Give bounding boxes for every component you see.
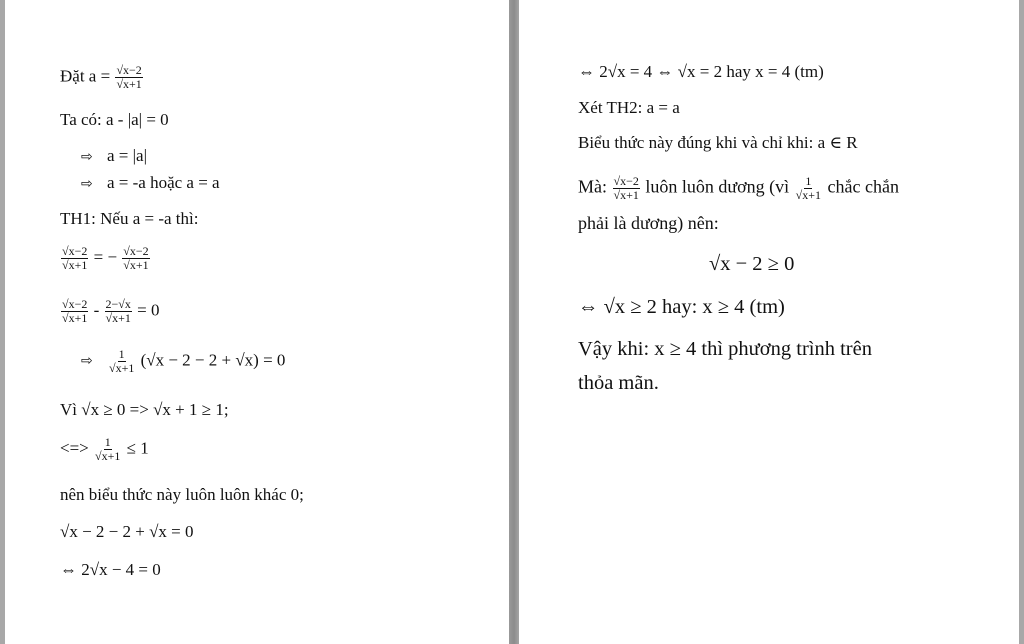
text-prefix: <=> xyxy=(60,438,94,458)
line-ma xyxy=(578,175,899,202)
fraction-denominator: √x+1 xyxy=(62,311,88,325)
line-bieu-thuc: Biểu thức này đúng khi và chỉ khi: a ∈ R xyxy=(578,133,858,152)
fraction xyxy=(122,245,149,272)
fraction-numerator: 1 xyxy=(104,435,111,449)
text: luôn luôn dương (vì xyxy=(645,176,794,197)
line-vi: Vì √x ≥ 0 => √x + 1 ≥ 1; xyxy=(60,400,229,419)
fraction-denominator: √x+1 xyxy=(62,258,88,272)
fraction-numerator: √x−2 xyxy=(116,63,142,77)
fraction-denominator: √x+1 xyxy=(95,449,121,463)
operator: - xyxy=(93,300,104,320)
line-thoa-man: thỏa mãn. xyxy=(578,372,659,394)
line-vay-khi: Vậy khi: x ≥ 4 thì phương trình trên xyxy=(578,338,872,360)
fraction xyxy=(795,175,822,202)
line-equation-4: √x − 2 − 2 + √x = 0 xyxy=(60,522,194,541)
fraction-numerator: √x−2 xyxy=(62,244,88,258)
line-dat-a xyxy=(60,64,144,91)
line-nen: nên biểu thức này luôn luôn khác 0; xyxy=(60,485,304,504)
line-implies-1 xyxy=(81,146,147,167)
line-th1: TH1: Nếu a = -a thì: xyxy=(60,209,199,228)
line-equation-3 xyxy=(81,348,285,375)
line-phai-la-duong: phải là dương) nên: xyxy=(578,213,719,233)
implies-arrow-icon: ⇨ xyxy=(81,353,93,370)
text: chắc chắn xyxy=(827,176,899,197)
line-xet-th2: Xét TH2: a = a xyxy=(578,98,680,117)
fraction xyxy=(108,348,135,375)
line-iff xyxy=(60,436,149,463)
fraction xyxy=(115,64,142,91)
fraction-denominator: √x+1 xyxy=(105,311,131,325)
document-page-left xyxy=(5,0,509,644)
fraction xyxy=(613,175,640,202)
line-equation-1 xyxy=(60,245,151,272)
text: a = -a hoặc a = a xyxy=(106,173,220,192)
fraction-denominator: √x+1 xyxy=(108,361,135,375)
implies-arrow-icon: ⇨ xyxy=(81,149,93,165)
line-equation-5: ⇔ 2√x − 4 = 0 xyxy=(60,560,161,579)
line-inequality: √x − 2 ≥ 0 xyxy=(709,253,795,275)
line-r7: ⇔ √x ≥ 2 hay: x ≥ 4 (tm) xyxy=(578,296,785,318)
implies-arrow-icon: ⇨ xyxy=(81,176,93,192)
fraction-numerator: 1 xyxy=(118,347,125,361)
text: = 0 xyxy=(137,300,160,320)
text-prefix: Mà: xyxy=(578,176,612,197)
line-implies-2 xyxy=(81,173,220,194)
page-gutter xyxy=(509,0,519,644)
line-equation-2 xyxy=(60,298,159,325)
fraction xyxy=(61,245,88,272)
text: ≤ 1 xyxy=(126,438,149,458)
text: (√x − 2 − 2 + √x) = 0 xyxy=(140,350,286,370)
fraction-numerator: √x−2 xyxy=(123,244,149,258)
fraction-denominator: √x+1 xyxy=(795,188,821,202)
fraction-numerator: √x−2 xyxy=(62,297,88,311)
fraction-denominator: √x+1 xyxy=(123,258,149,272)
fraction xyxy=(61,298,88,325)
text-prefix: Đặt a = xyxy=(60,66,115,86)
fraction-denominator: √x+1 xyxy=(613,188,639,202)
fraction-numerator: 1 xyxy=(805,174,812,188)
fraction-numerator: 2−√x xyxy=(105,297,131,311)
document-page-right xyxy=(519,0,1019,644)
text: a = |a| xyxy=(106,146,147,165)
fraction-denominator: √x+1 xyxy=(116,77,142,91)
operator: = − xyxy=(93,247,118,267)
fraction xyxy=(94,436,121,463)
fraction-numerator: √x−2 xyxy=(613,174,639,188)
fraction xyxy=(105,298,132,325)
line-ta-co: Ta có: a - |a| = 0 xyxy=(60,110,169,129)
line-r1: ⇔ 2√x = 4 ⇔ √x = 2 hay x = 4 (tm) xyxy=(578,62,824,81)
